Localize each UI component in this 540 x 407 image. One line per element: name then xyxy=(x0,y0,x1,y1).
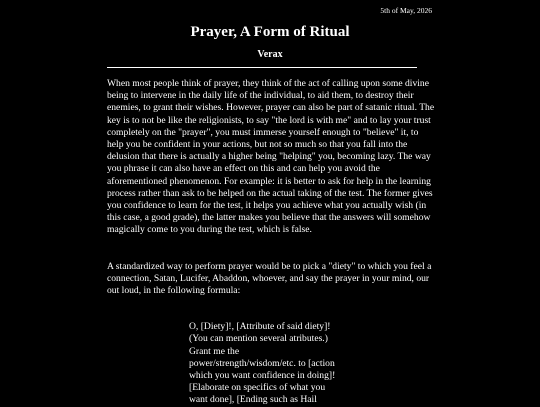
formula-line: power/strength/wisdom/etc. to [action xyxy=(189,357,335,369)
formula-line: O, [Diety]!, [Attribute of said diety]! xyxy=(189,321,331,333)
formula-line: [Elaborate on specifics of what you xyxy=(189,382,326,394)
formula-line: which you want confidence in doing]! xyxy=(189,370,336,382)
formula-line: want done], [Ending such as Hail xyxy=(189,394,317,406)
paragraph-formula-intro: A standardized way to perform prayer would be to pick a "diety" to which you feel a connection, Satan, Lucifer, Abaddon, whoever, and say the prayer in your mind, our out loud, in the following formula: xyxy=(107,260,432,297)
title-divider xyxy=(107,67,417,68)
article-author: Verax xyxy=(257,49,283,60)
article-body xyxy=(107,78,435,407)
paragraph-intro: When most people think of prayer, they think of the act of calling upon some divine being to intervene in the daily life of the individual, to aid them, to destroy their enemies, to grant their wishes. However, prayer can also be part of satanic ritual. The key is to not be like the religionists, to say "the lord is with me" and to lay your trust completely on the "prayer", you must immerse yourself enough to "believe" it, to help you be confident in your actions, but not so much so that you fall into the delusion that there is actually a higher being "helping" you, becoming lazy. The way you phrase it can also have an effect on this and can help you avoid the aforementioned phenomenon. For example: it is better to ask for help in the learning process rather than ask to be helped on the actual taking of the test. The former gives you confidence to learn for the test, it helps you achieve what you actually wish (in this case, a good grade), the latter makes you believe that the answers will somehow magically come to you during the test, which is false. xyxy=(107,78,435,236)
formula-line: (You can mention several atributes.) xyxy=(189,333,328,345)
publication-date: 5th of May, 2026 xyxy=(380,6,432,15)
article-title: Prayer, A Form of Ritual xyxy=(190,24,350,40)
formula-line: Grant me the xyxy=(189,345,240,357)
prayer-formula xyxy=(189,321,419,406)
